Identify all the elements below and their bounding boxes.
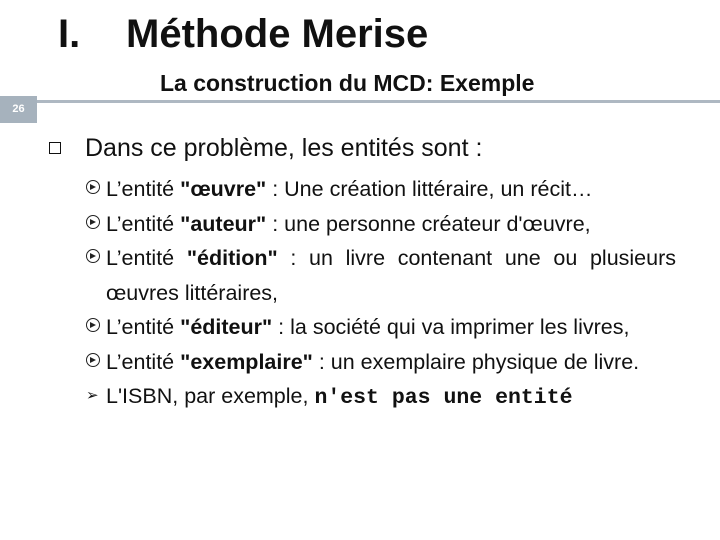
divider-strip xyxy=(36,100,720,103)
emphasis-text: n'est pas une entité xyxy=(314,386,573,410)
circle-arrow-bullet-icon xyxy=(86,310,104,345)
list-item: L’entité "exemplaire" : un exemplaire physique de livre. xyxy=(86,345,676,380)
circle-arrow-bullet-icon xyxy=(86,207,104,242)
slide-number: 26 xyxy=(0,96,37,123)
title-number: I. xyxy=(58,12,81,56)
circle-arrow-bullet-icon xyxy=(86,345,104,380)
slide-subtitle: La construction du MCD: Exemple xyxy=(160,70,535,96)
title-text: Méthode Merise xyxy=(126,12,429,56)
entity-name: "auteur" xyxy=(180,211,267,236)
entity-name: "exemplaire" xyxy=(180,349,313,374)
circle-arrow-bullet-icon xyxy=(86,241,104,276)
slide-title xyxy=(58,12,428,57)
entity-name: "œuvre" xyxy=(180,177,267,201)
header-divider xyxy=(0,100,720,124)
main-bullet xyxy=(49,134,482,163)
circle-arrow-bullet-icon xyxy=(86,172,104,207)
entity-name: "édition" xyxy=(186,246,278,270)
list-item-isbn: ➢ L'ISBN, par exemple, n'est pas une entité xyxy=(86,379,676,416)
list-item: L’entité "édition" : un livre contenant une ou plusieurs œuvres littéraires, xyxy=(86,241,676,310)
list-item: L’entité "œuvre" : Une création littéraire, un récit… xyxy=(86,172,676,207)
entity-name: "éditeur" xyxy=(180,315,273,339)
list-item: L’entité "auteur" : une personne créateur d'œuvre, xyxy=(86,207,676,242)
square-bullet-icon xyxy=(49,142,61,154)
main-bullet-text: Dans ce problème, les entités sont : xyxy=(85,134,483,162)
entity-list xyxy=(86,172,676,416)
arrowhead-bullet-icon: ➢ xyxy=(86,387,99,404)
list-item: L’entité "éditeur" : la société qui va imprimer les livres, xyxy=(86,310,676,345)
